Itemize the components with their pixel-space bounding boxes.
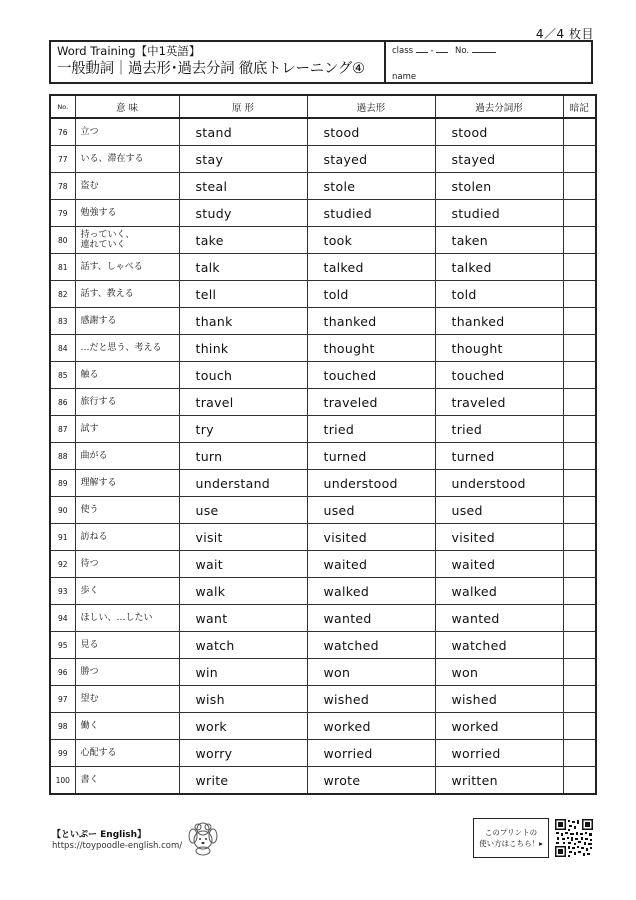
base-form-cell: want (179, 605, 307, 632)
row-number: 77 (50, 146, 75, 173)
base-form-cell: steal (179, 173, 307, 200)
meaning-cell: 使う (75, 497, 179, 524)
table-row (50, 659, 596, 686)
past-participle-cell: thanked (435, 308, 563, 335)
meaning-cell: 曲がる (75, 443, 179, 470)
base-form-cell: try (179, 416, 307, 443)
past-participle-cell: worried (435, 740, 563, 767)
base-form-cell: talk (179, 254, 307, 281)
meaning-cell: 旅行する (75, 389, 179, 416)
table-row (50, 713, 596, 740)
past-form-cell: told (307, 281, 435, 308)
past-form-cell: understood (307, 470, 435, 497)
base-form-cell: wish (179, 686, 307, 713)
past-participle-cell: used (435, 497, 563, 524)
past-participle-cell: studied (435, 200, 563, 227)
past-form-cell: wrote (307, 767, 435, 795)
table-row (50, 578, 596, 605)
base-form-cell: visit (179, 524, 307, 551)
class-label: class (392, 46, 414, 56)
base-form-cell: touch (179, 362, 307, 389)
memorized-checkbox-cell[interactable] (563, 632, 596, 659)
worksheet-title: 一般動詞｜過去形･過去分詞 徹底トレーニング④ (57, 61, 365, 77)
memorized-checkbox-cell[interactable] (563, 281, 596, 308)
table-row (50, 632, 596, 659)
past-participle-cell: stayed (435, 146, 563, 173)
past-form-cell: worked (307, 713, 435, 740)
row-number: 88 (50, 443, 75, 470)
meaning-cell: 待つ (75, 551, 179, 578)
student-info-block (386, 42, 591, 82)
table-row (50, 605, 596, 632)
meaning-cell: 触る (75, 362, 179, 389)
past-participle-cell: walked (435, 578, 563, 605)
meaning-cell: ほしい、…したい (75, 605, 179, 632)
table-row (50, 686, 596, 713)
past-form-cell: used (307, 497, 435, 524)
row-number: 98 (50, 713, 75, 740)
past-participle-cell: taken (435, 227, 563, 254)
meaning-cell: 訪ねる (75, 524, 179, 551)
row-number: 85 (50, 362, 75, 389)
meaning-cell: 勉強する (75, 200, 179, 227)
base-form-cell: stay (179, 146, 307, 173)
table-row (50, 308, 596, 335)
guide-line-1: このプリントの (484, 828, 538, 837)
past-form-cell: stayed (307, 146, 435, 173)
meaning-cell: 心配する (75, 740, 179, 767)
base-form-cell: walk (179, 578, 307, 605)
row-number: 99 (50, 740, 75, 767)
base-form-cell: work (179, 713, 307, 740)
table-row (50, 767, 596, 795)
guide-line-2: 使い方はこちら！▸ (479, 839, 543, 848)
header-no: No. (50, 95, 75, 118)
table-row (50, 443, 596, 470)
memorized-checkbox-cell[interactable] (563, 659, 596, 686)
header-past: 過去形 (307, 95, 435, 118)
meaning-cell: 話す、教える (75, 281, 179, 308)
base-form-cell: take (179, 227, 307, 254)
base-form-cell: stand (179, 118, 307, 146)
row-number: 76 (50, 118, 75, 146)
vocabulary-table (49, 94, 597, 795)
base-form-cell: travel (179, 389, 307, 416)
past-form-cell: watched (307, 632, 435, 659)
table-row (50, 254, 596, 281)
past-form-cell: won (307, 659, 435, 686)
meaning-cell: 歩く (75, 578, 179, 605)
memorized-checkbox-cell[interactable] (563, 146, 596, 173)
meaning-cell: 勝つ (75, 659, 179, 686)
past-form-cell: tried (307, 416, 435, 443)
memorized-checkbox-cell[interactable] (563, 200, 596, 227)
past-participle-cell: understood (435, 470, 563, 497)
memorized-checkbox-cell[interactable] (563, 578, 596, 605)
worksheet-subtitle: Word Training【中1英語】 (57, 44, 201, 58)
past-form-cell: thanked (307, 308, 435, 335)
title-block (51, 42, 386, 82)
past-participle-cell: tried (435, 416, 563, 443)
row-number: 79 (50, 200, 75, 227)
row-number: 97 (50, 686, 75, 713)
past-participle-cell: wished (435, 686, 563, 713)
header-memorized: 暗記 (563, 95, 596, 118)
past-form-cell: waited (307, 551, 435, 578)
table-header-row (50, 95, 596, 118)
memorized-checkbox-cell[interactable] (563, 443, 596, 470)
meaning-cell: …だと思う、考える (75, 335, 179, 362)
base-form-cell: study (179, 200, 307, 227)
table-row (50, 740, 596, 767)
memorized-checkbox-cell[interactable] (563, 767, 596, 795)
past-participle-cell: wanted (435, 605, 563, 632)
past-participle-cell: written (435, 767, 563, 795)
meaning-cell: 試す (75, 416, 179, 443)
meaning-cell: 書く (75, 767, 179, 795)
row-number: 82 (50, 281, 75, 308)
header-past-participle: 過去分詞形 (435, 95, 563, 118)
row-number: 96 (50, 659, 75, 686)
past-form-cell: worried (307, 740, 435, 767)
row-number: 83 (50, 308, 75, 335)
row-number: 93 (50, 578, 75, 605)
past-participle-cell: talked (435, 254, 563, 281)
row-number: 92 (50, 551, 75, 578)
meaning-cell: 感謝する (75, 308, 179, 335)
past-form-cell: walked (307, 578, 435, 605)
memorized-checkbox-cell[interactable] (563, 173, 596, 200)
memorized-checkbox-cell[interactable] (563, 335, 596, 362)
header-meaning: 意 味 (75, 95, 179, 118)
table-row (50, 335, 596, 362)
memorized-checkbox-cell[interactable] (563, 524, 596, 551)
memorized-checkbox-cell[interactable] (563, 497, 596, 524)
past-form-cell: studied (307, 200, 435, 227)
base-form-cell: understand (179, 470, 307, 497)
past-form-cell: traveled (307, 389, 435, 416)
table-row (50, 173, 596, 200)
meaning-cell: 働く (75, 713, 179, 740)
memorized-checkbox-cell[interactable] (563, 389, 596, 416)
meaning-cell: 理解する (75, 470, 179, 497)
row-number: 95 (50, 632, 75, 659)
past-form-cell: visited (307, 524, 435, 551)
past-form-cell: stood (307, 118, 435, 146)
row-number: 84 (50, 335, 75, 362)
meaning-cell: 見る (75, 632, 179, 659)
row-number: 90 (50, 497, 75, 524)
table-row (50, 497, 596, 524)
memorized-checkbox-cell[interactable] (563, 118, 596, 146)
memorized-checkbox-cell[interactable] (563, 470, 596, 497)
past-form-cell: talked (307, 254, 435, 281)
memorized-checkbox-cell[interactable] (563, 308, 596, 335)
base-form-cell: turn (179, 443, 307, 470)
table-row (50, 524, 596, 551)
worksheet-header (49, 40, 593, 84)
past-participle-cell: turned (435, 443, 563, 470)
past-participle-cell: watched (435, 632, 563, 659)
memorized-checkbox-cell[interactable] (563, 686, 596, 713)
row-number: 94 (50, 605, 75, 632)
memorized-checkbox-cell[interactable] (563, 227, 596, 254)
memorized-checkbox-cell[interactable] (563, 416, 596, 443)
meaning-cell: 持っていく、 連れていく (75, 227, 179, 254)
table-row (50, 551, 596, 578)
memorized-checkbox-cell[interactable] (563, 605, 596, 632)
table-row (50, 362, 596, 389)
table-row (50, 470, 596, 497)
past-participle-cell: traveled (435, 389, 563, 416)
brand-name: 【といぷー English】 (52, 830, 147, 840)
base-form-cell: think (179, 335, 307, 362)
base-form-cell: write (179, 767, 307, 795)
base-form-cell: win (179, 659, 307, 686)
row-number: 87 (50, 416, 75, 443)
table-row (50, 281, 596, 308)
meaning-cell: 望む (75, 686, 179, 713)
past-participle-cell: told (435, 281, 563, 308)
past-participle-cell: stood (435, 118, 563, 146)
base-form-cell: thank (179, 308, 307, 335)
table-row (50, 416, 596, 443)
row-number: 86 (50, 389, 75, 416)
past-form-cell: thought (307, 335, 435, 362)
poodle-icon (186, 820, 220, 856)
brand-url[interactable]: https://toypoodle-english.com/ (52, 841, 183, 851)
meaning-cell: 立つ (75, 118, 179, 146)
base-form-cell: tell (179, 281, 307, 308)
header-base-form: 原 形 (179, 95, 307, 118)
memorized-checkbox-cell[interactable] (563, 254, 596, 281)
row-number: 80 (50, 227, 75, 254)
page-number: 4／4 枚目 (535, 27, 594, 41)
row-number: 91 (50, 524, 75, 551)
base-form-cell: watch (179, 632, 307, 659)
qr-code-icon[interactable] (554, 818, 594, 858)
past-participle-cell: stolen (435, 173, 563, 200)
row-number: 81 (50, 254, 75, 281)
no-label: No. (455, 46, 470, 56)
meaning-cell: 話す、しゃべる (75, 254, 179, 281)
table-row (50, 146, 596, 173)
table-row (50, 200, 596, 227)
memorized-checkbox-cell[interactable] (563, 551, 596, 578)
base-form-cell: wait (179, 551, 307, 578)
row-number: 78 (50, 173, 75, 200)
table-row (50, 389, 596, 416)
past-form-cell: took (307, 227, 435, 254)
past-form-cell: wished (307, 686, 435, 713)
name-label: name (392, 72, 417, 82)
table-row (50, 118, 596, 146)
past-participle-cell: waited (435, 551, 563, 578)
past-participle-cell: thought (435, 335, 563, 362)
class-separator: - (430, 46, 434, 56)
past-form-cell: stole (307, 173, 435, 200)
past-form-cell: turned (307, 443, 435, 470)
base-form-cell: use (179, 497, 307, 524)
class-number-field (392, 46, 496, 56)
meaning-cell: 盗む (75, 173, 179, 200)
usage-guide-link[interactable] (473, 818, 549, 858)
table-row (50, 227, 596, 254)
past-form-cell: touched (307, 362, 435, 389)
meaning-cell: いる、滞在する (75, 146, 179, 173)
memorized-checkbox-cell[interactable] (563, 713, 596, 740)
past-form-cell: wanted (307, 605, 435, 632)
past-participle-cell: touched (435, 362, 563, 389)
memorized-checkbox-cell[interactable] (563, 362, 596, 389)
base-form-cell: worry (179, 740, 307, 767)
past-participle-cell: visited (435, 524, 563, 551)
row-number: 100 (50, 767, 75, 795)
past-participle-cell: won (435, 659, 563, 686)
past-participle-cell: worked (435, 713, 563, 740)
row-number: 89 (50, 470, 75, 497)
memorized-checkbox-cell[interactable] (563, 740, 596, 767)
